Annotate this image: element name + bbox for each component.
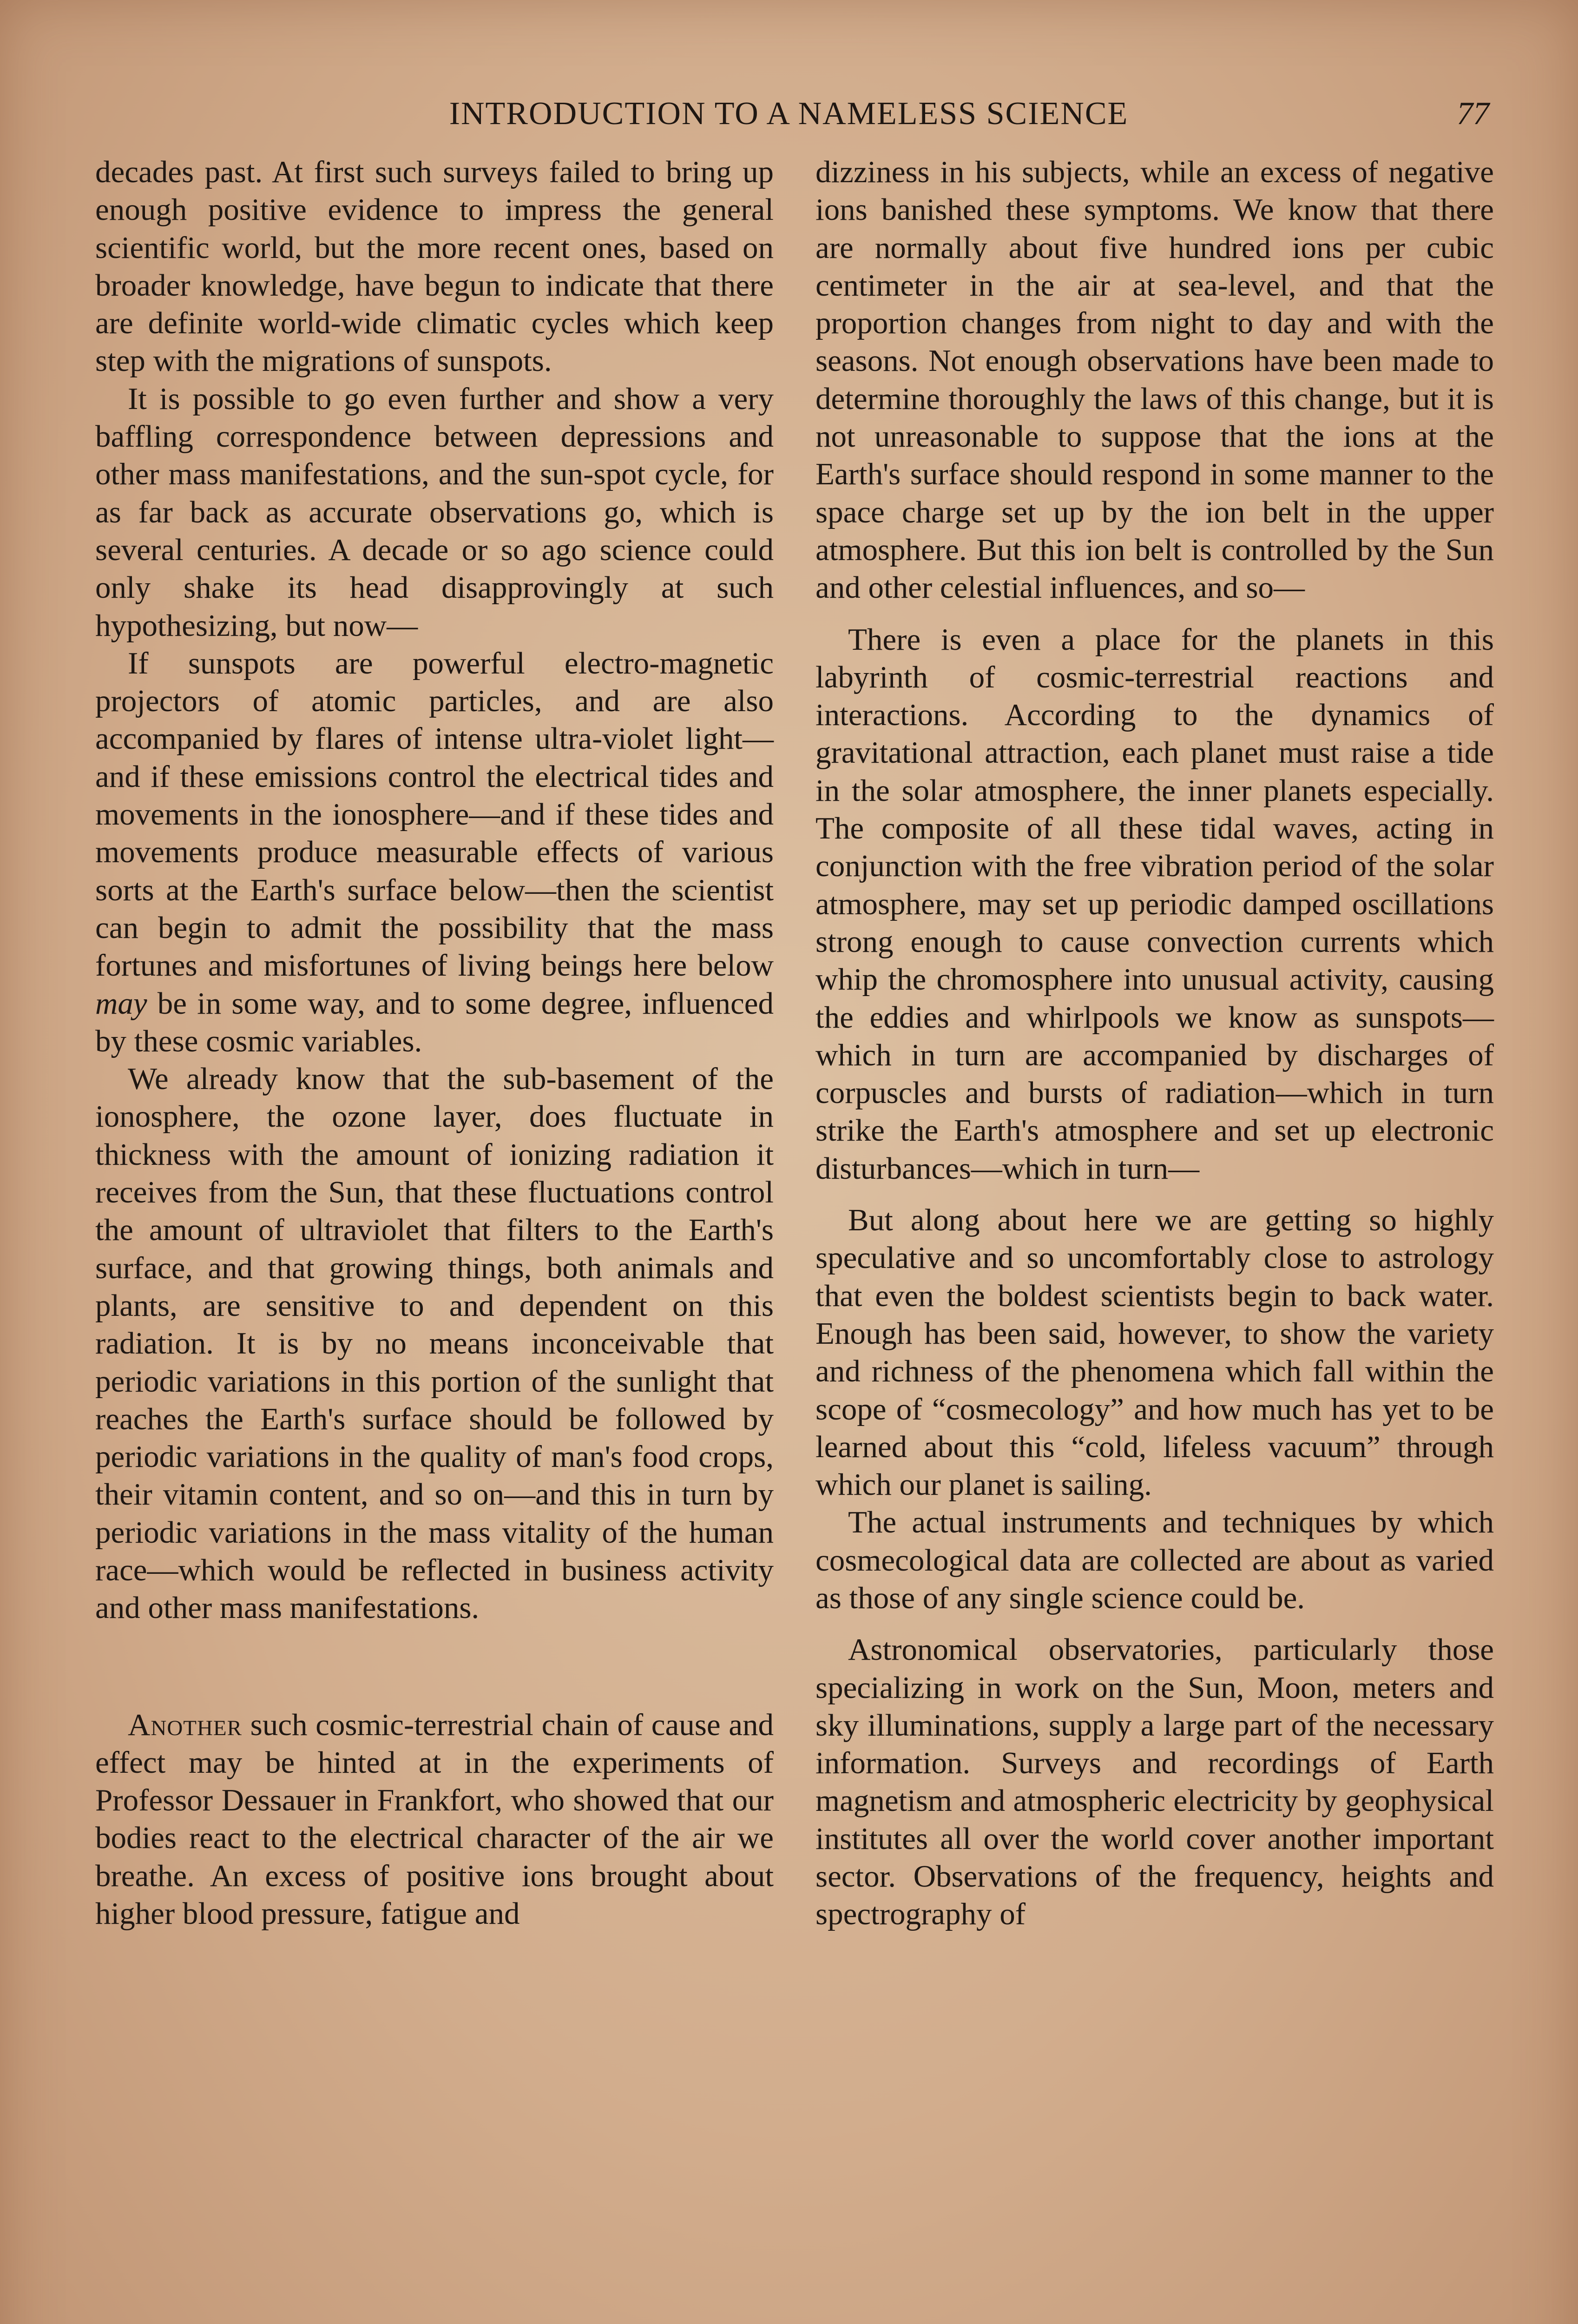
paragraph: But along about here we are getting so highly speculative and so uncomfortably close to astrology that even the boldest scientists begin to back water. Enough has been said, however, to show the variety and richness of the phenomena which fall within the scope of “cosmecology” and how much has yet to be learned about this “cold, lifeless vacuum” through which our planet is sailing. [815,1203,1494,1502]
paragraph-text: such cosmic-terrestrial chain of cause and effect may be hinted at in the experiments of Professor Dessauer in Frankfort, who showed that our bodies react to the electrical character of the air we breathe. An excess of positive ions brought about higher blood pressure, fatigue and [95,1707,774,1931]
paragraph: We already know that the sub-basement of the ionosphere, the ozone layer, does fluctuate in thickness with the amount of ionizing radiation it receives from the Sun, that these fluctuations control the amount of ultraviolet that filters to the Earth's surface, and that growing things, both animals and plants, are sensitive to and dependent on this radiation. It is by no means inconceivable that periodic variations in this portion of the sunlight that reaches the Earth's surface should be followed by periodic variations in the quality of man's food crops, their vitamin content, and so on—and this in turn by periodic variations in the mass vitality of the human race—which would be reflected in business activity and other mass manifestations. [95,1062,774,1625]
paragraph: The actual instruments and techniques by which cosmecological data are collected are about as varied as those of any single science could be. [815,1505,1494,1615]
paragraph-text: be in some way, and to some degree, influenced by these cosmic variables. [95,986,774,1058]
paragraph: decades past. At first such surveys failed to bring up enough positive evidence to impress the general scientific world, but the more recent ones, based on broader knowledge, have begun to indicate that there are definite world-wide climatic cycles which keep step with the migrations of sunspots. [95,155,774,378]
emphasis-text: may [95,986,147,1021]
running-title: INTRODUCTION TO A NAMELESS SCIENCE [449,96,1129,132]
right-column [815,153,1494,1934]
paragraph: It is possible to go even further and show a very baffling correspondence between depressions and other mass manifestations, and the sun-spot cycle, for as far back as accurate observations go, which is several centuries. A decade or so ago science could only shake its head disapprovingly at such hypothesizing, but now— [95,381,774,643]
paragraph [95,645,774,1060]
lead-in-word: Another [128,1707,242,1742]
paragraph: Astronomical observatories, particularly those specializing in work on the Sun, Moon, meters and sky illuminations, supply a large part of the necessary information. Surveys and recordings of Earth magnetism and atmospheric electricity by geophysical institutes all over the world cover another important sector. Observations of the frequency, heights and spectrography of [815,1632,1494,1932]
section-start-paragraph [95,1706,774,1933]
paragraph: dizziness in his subjects, while an excess of negative ions banished these symptoms. We know that there are normally about five hundred ions per cubic centimeter in the air at sea-level, and that the proportion changes from night to day and with the seasons. Not enough observations have been made to determine thoroughly the laws of this change, but it is not unreasonable to suppose that the ions at the Earth's surface should respond in some manner to the space charge set up by the ion belt in the upper atmosphere. But this ion belt is controlled by the Sun and other celestial influences, and so— [815,155,1494,605]
running-head [93,95,1489,137]
paragraph-text: If sunspots are powerful electro-magnetic projectors of atomic particles, and are also accompanied by flares of intense ultra-violet light—and if these emissions control the electrical tides and movements in the ionosphere—and if these tides and movements produce measurable effects of various sorts at the Earth's surface below—then the scientist can begin to admit the possibility that the mass fortunes and misfortunes of living beings here below [95,646,774,983]
page-number: 77 [1457,96,1489,132]
left-column [95,153,774,1933]
paragraph: There is even a place for the planets in this labyrinth of cosmic-terrestrial reactions and interactions. According to the dynamics of gravitational attraction, each planet must raise a tide in the solar atmosphere, the inner planets especially. The composite of all these tidal waves, acting in conjunction with the free vibration period of the solar atmosphere, may set up periodic damped oscillations strong enough to cause convection currents which whip the chromosphere into unusual activity, causing the eddies and whirlpools we know as sunspots—which in turn are accompanied by discharges of corpuscles and bursts of radiation—which in turn strike the Earth's atmosphere and set up electronic disturbances—which in turn— [815,622,1494,1186]
